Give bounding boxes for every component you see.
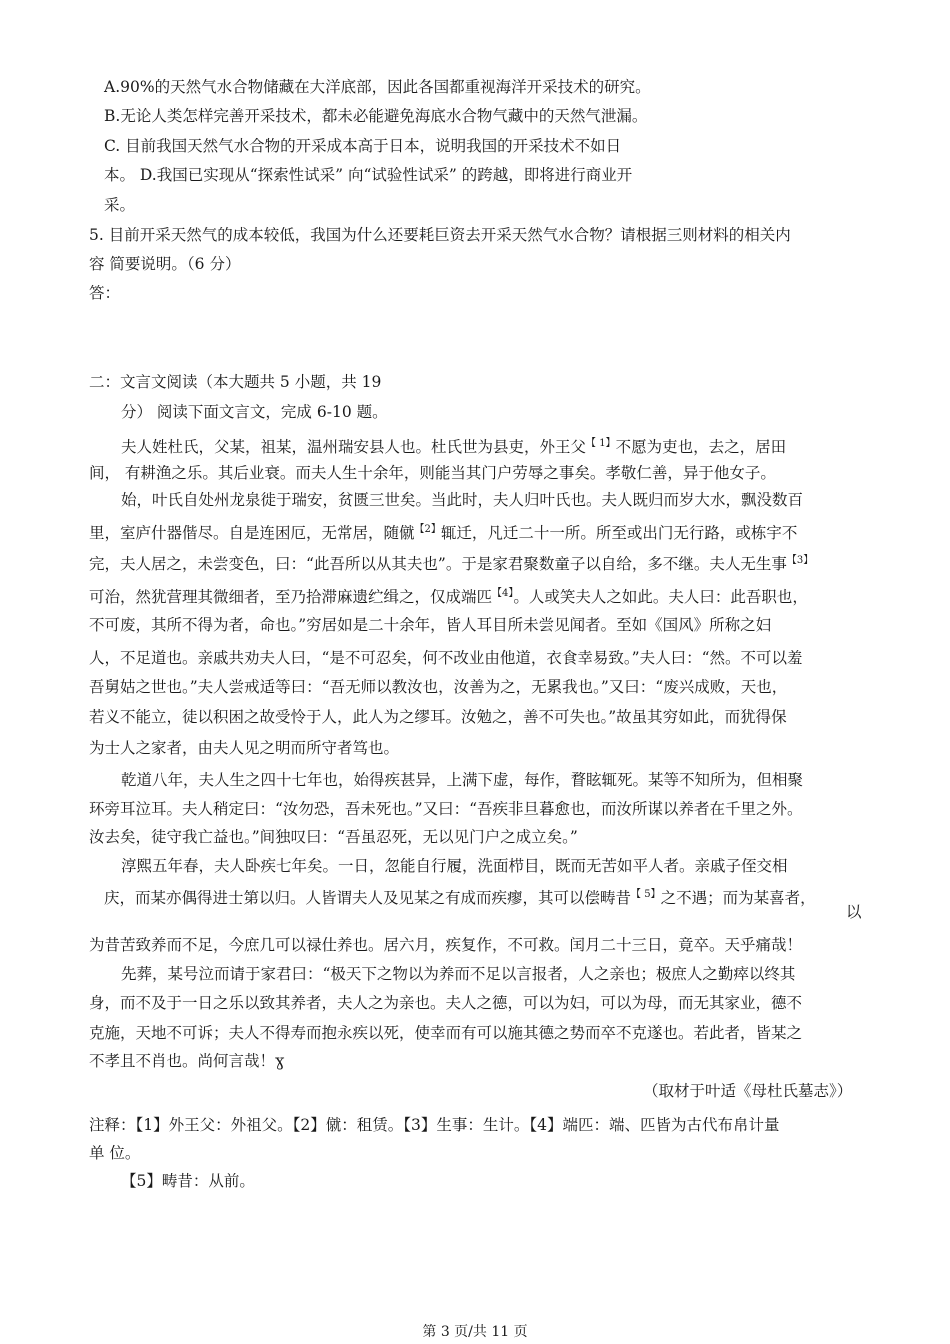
passage-line: 始，叶氏自处州龙泉徙于瑞安，贫匮三世矣。当此时，夫人归叶氏也。夫人既归而岁大水，飘没数百 [121, 491, 804, 509]
option-a: A.90%的天然气水合物储藏在大洋底部，因此各国都重视海洋开采技术的研究。 [104, 78, 651, 96]
passage-line: 为昔苦致养而不足，今庶几可以禄仕养也。居六月，疾复作，不可救。闰月二十三日，竟卒。天乎痛哉！ [89, 936, 803, 954]
passage-line: 完，夫人居之，未尝变色，曰：“此吾所以从其夫也”。于是家君聚数童子以自给，多不继。夫人无生事$^{【3】}$ [89, 555, 814, 573]
passage-line: 可治，然犹营理其微细者，至乃拾滞麻遗纻缉之，仅成端匹$^{【4】}$。人或笑夫人之如此。夫人曰：此吾职也， [89, 588, 808, 606]
passage-line: 汝去矣，徒守我亡益也。”间独叹曰：“吾虽忍死，无以见门户之成立矣。” [89, 828, 578, 846]
option-c-line2: 本。 D.我国已实现从“探索性试采” 向“试验性试采” 的跨越，即将进行商业开 [104, 166, 633, 184]
passage-line: 为士人之家者，由夫人见之明而所守者笃也。 [89, 739, 400, 757]
passage-line: 夫人姓杜氏，父某，祖某，温州瑞安县人也。杜氏世为县吏，外王父$^{【 1】}$不愿为吏也，去之，居田 [121, 438, 787, 456]
passage-line: 身，而不及于一日之乐以致其养者，夫人之为亲也。夫人之德，可以为妇，可以为母，而无其家业，德不 [89, 994, 803, 1012]
notes-line1: 注释：【1】外王父：外祖父。【2】僦：租赁。【3】生事：生计。【4】端匹：端、匹皆为古代布帛计量 [89, 1116, 780, 1134]
passage-line: 先葬，某号泣而请于家君曰：“极天下之物以为养而不足以言报者，人之亲也；极庶人之勤瘁以终其 [121, 965, 796, 983]
question5-line2: 容 简要说明。（6 分） [89, 255, 241, 273]
passage-line: 若义不能立，徒以积困之故受怜于人，此人为之缪耳。汝勉之，善不可失也。”故虽其穷如此，而犹得保 [89, 708, 787, 726]
passage-line: 不可废，其所不得为者，命也。”穷居如是二十余年，皆人耳目所未尝见闻者。至如《国风》所称之妇 [89, 616, 772, 634]
passage-line: 庆，而某亦偶得进士第以归。人皆谓夫人及见某之有成而疾瘳，其可以偿畴昔$^{【 5】}$之不遇；而为某喜者， [104, 889, 816, 907]
notes-line2: 单 位。 [89, 1144, 141, 1162]
passage-line-overflow: 以 [846, 903, 862, 921]
passage-line: 间， 有耕渔之乐。其后业衰。而夫人生十余年，则能当其门户劳辱之事矣。孝敬仁善，异于他女子。 [89, 464, 776, 482]
passage-line: 人，不足道也。亲戚共劝夫人曰，“是不可忍矣，何不改业由他道，衣食幸易致。”夫人曰：“然。不可以羞 [89, 649, 803, 667]
source-citation: （取材于叶适《母杜氏墓志》） [643, 1082, 853, 1100]
stray-mark: ɣ [275, 1052, 285, 1070]
section2-heading: 二：文言文阅读（本大题共 5 小题，共 19 [89, 373, 382, 391]
section2-instruction: 分） 阅读下面文言文，完成 6-10 题。 [121, 403, 388, 421]
question5-line1: 5. 目前开采天然气的成本较低，我国为什么还要耗巨资去开采天然气水合物？请根据三则材料的相关内 [89, 226, 791, 244]
passage-line: 环旁耳泣耳。夫人稍定曰：“汝勿恐，吾未死也。”又曰：“吾疾非旦暮愈也，而汝所谋以养者在千里之外。 [89, 800, 803, 818]
option-c-line1: C. 目前我国天然气水合物的开采成本高于日本，说明我国的开采技术不如日 [104, 137, 622, 155]
passage-line: 克施，天地不可诉；夫人不得寿而抱永疾以死，使幸而有可以施其德之势而卒不克遂也。若此者，皆某之 [89, 1024, 803, 1042]
passage-line: 乾道八年，夫人生之四十七年也，始得疾甚异，上满下虚，每作，瞀眩辄死。某等不知所为，但相聚 [121, 771, 804, 789]
passage-line: 淳熙五年春，夫人卧疾七年矣。一日，忽能自行履，洗面栉目，既而无苦如平人者。亲戚子侄交相 [121, 857, 788, 875]
passage-line: 里，室庐什器偕尽。自是连困厄，无常居，随僦$^{【2】}$辄迁，凡迁二十一所。所至或出门无行路，或栋宇不 [89, 524, 798, 542]
option-d-line3: 采。 [104, 196, 136, 214]
answer-label: 答： [89, 284, 121, 302]
page-number: 第 3 页/共 11 页 [422, 1324, 528, 1340]
passage-line: 不孝且不肖也。尚何言哉！ɣ [89, 1052, 285, 1070]
notes-line3: 【5】畴昔：从前。 [121, 1172, 255, 1190]
passage-line: 吾舅姑之世也。”夫人尝戒适等曰：“吾无师以教汝也，汝善为之，无累我也。”又曰：“废兴成败，天也， [89, 678, 788, 696]
option-b: B.无论人类怎样完善开采技术，都未必能避免海底水合物气藏中的天然气泄漏。 [104, 107, 648, 125]
